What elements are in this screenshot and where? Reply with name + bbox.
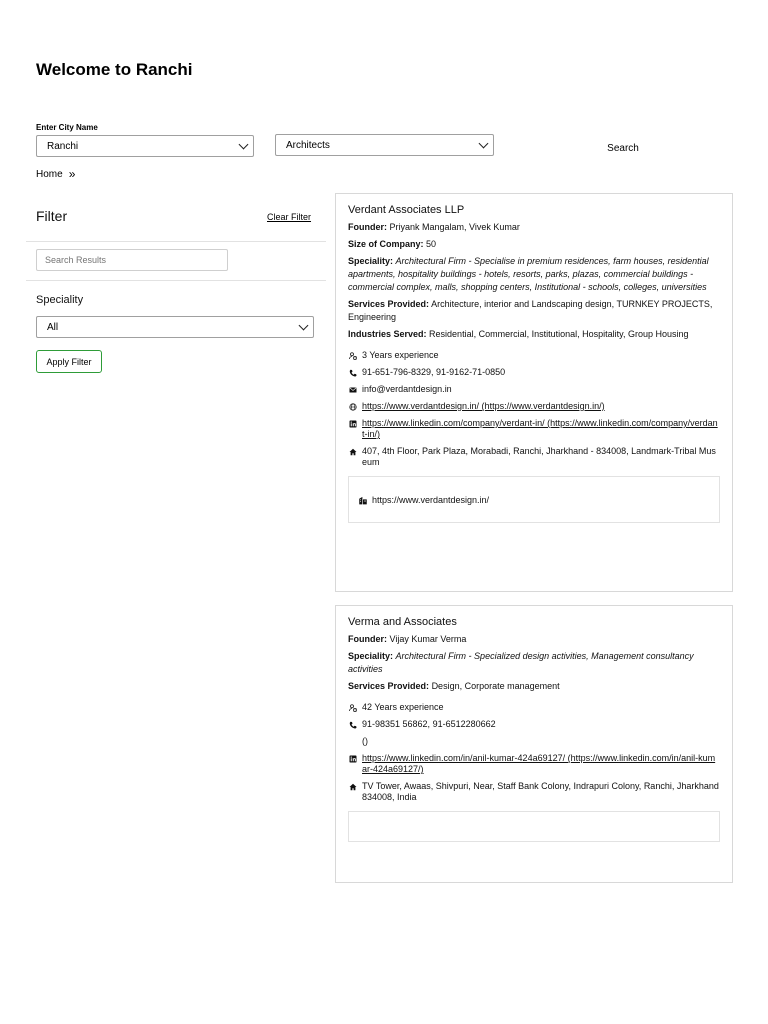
listing-card bbox=[335, 605, 733, 883]
address-text: TV Tower, Awaas, Shivpuri, Near, Staff Bank Colony, Indrapuri Colony, Ranchi, Jharkhand 834008, India bbox=[362, 781, 719, 802]
page-title: Welcome to Ranchi bbox=[36, 60, 193, 79]
filter-title: Filter bbox=[36, 208, 68, 224]
divider bbox=[26, 241, 326, 242]
speciality-label: Speciality bbox=[36, 294, 84, 306]
website-preview-box bbox=[348, 476, 720, 523]
apply-filter-button[interactable]: Apply Filter bbox=[36, 350, 102, 373]
globe-icon bbox=[348, 401, 358, 412]
phone-icon bbox=[348, 719, 358, 730]
phone-row bbox=[348, 719, 720, 730]
category-select[interactable] bbox=[275, 134, 494, 156]
industries-value: Residential, Commercial, Institutional, Hospitality, Group Housing bbox=[429, 329, 689, 339]
linkedin-icon bbox=[348, 753, 358, 764]
founder-label: Founder: bbox=[348, 634, 387, 644]
website-row bbox=[348, 401, 720, 412]
breadcrumb bbox=[36, 167, 75, 181]
industries-field bbox=[348, 328, 720, 341]
listing-card bbox=[335, 193, 733, 592]
address-row bbox=[348, 446, 720, 468]
email-text: () bbox=[362, 736, 368, 746]
linkedin-link[interactable]: https://www.linkedin.com/company/verdant-in/ (https://www.linkedin.com/company/verdant-in/) bbox=[362, 418, 718, 439]
company-size-field bbox=[348, 238, 720, 251]
building-link-icon bbox=[358, 494, 369, 505]
experience-text: 42 Years experience bbox=[362, 702, 444, 712]
phone-text[interactable]: 91-98351 56862, 91-6512280662 bbox=[362, 719, 496, 729]
email-text[interactable]: info@verdantdesign.in bbox=[362, 384, 452, 394]
phone-icon bbox=[348, 367, 358, 378]
founder-field bbox=[348, 633, 720, 646]
website-preview-link[interactable]: https://www.verdantdesign.in/ bbox=[372, 494, 490, 505]
website-link[interactable]: https://www.verdantdesign.in/ (https://www.verdantdesign.in/) bbox=[362, 401, 605, 411]
website-preview-box bbox=[348, 811, 720, 842]
founder-value: Vijay Kumar Verma bbox=[389, 634, 467, 644]
search-button[interactable]: Search bbox=[598, 140, 648, 156]
chevron-down-icon bbox=[479, 138, 489, 148]
speciality-field-label: Speciality: bbox=[348, 256, 394, 266]
speciality-select-value: All bbox=[47, 321, 59, 333]
chevron-down-icon bbox=[239, 139, 249, 149]
home-icon bbox=[348, 446, 358, 457]
breadcrumb-home[interactable]: Home bbox=[36, 168, 63, 180]
address-row bbox=[348, 781, 720, 803]
size-value: 50 bbox=[426, 239, 437, 249]
email-row bbox=[348, 736, 720, 747]
search-results-input[interactable] bbox=[36, 249, 228, 271]
linkedin-row bbox=[348, 418, 720, 440]
city-select-value: Ranchi bbox=[47, 140, 79, 152]
phone-row bbox=[348, 367, 720, 378]
speciality-field bbox=[348, 650, 720, 676]
home-icon bbox=[348, 781, 358, 792]
founder-label: Founder: bbox=[348, 222, 387, 232]
divider bbox=[26, 280, 326, 281]
services-value: Architecture, interior and Landscaping design, TURNKEY PROJECTS, Engineering bbox=[348, 299, 713, 322]
services-label: Services Provided: bbox=[348, 681, 430, 691]
linkedin-row bbox=[348, 753, 720, 775]
email-row bbox=[348, 384, 720, 395]
linkedin-icon bbox=[348, 418, 358, 429]
city-select[interactable] bbox=[36, 135, 254, 157]
services-label: Services Provided: bbox=[348, 299, 430, 309]
clear-filter-link[interactable]: Clear Filter bbox=[267, 212, 312, 222]
services-field bbox=[348, 298, 720, 324]
envelope-icon bbox=[348, 384, 358, 395]
listing-name[interactable]: Verdant Associates LLP bbox=[348, 204, 465, 216]
city-label: Enter City Name bbox=[36, 123, 98, 132]
speciality-field bbox=[348, 255, 720, 294]
linkedin-link[interactable]: https://www.linkedin.com/in/anil-kumar-424a69127/ (https://www.linkedin.com/in/anil-kumar-424a69127/) bbox=[362, 753, 716, 774]
speciality-field-label: Speciality: bbox=[348, 651, 394, 661]
experience-row bbox=[348, 702, 720, 713]
services-value: Design, Corporate management bbox=[431, 681, 560, 691]
experience-row bbox=[348, 350, 720, 361]
chevron-down-icon bbox=[299, 320, 309, 330]
size-label: Size of Company: bbox=[348, 239, 424, 249]
services-field bbox=[348, 680, 720, 693]
speciality-value: Architectural Firm - Specialise in premium residences, farm houses, residential apartments, hospitality buildings - hotels, resorts, parks, plazas, commercial buildings - commercial complex, malls, shopping centers, Institutional - schools, colleges, universities bbox=[348, 256, 709, 292]
industries-label: Industries Served: bbox=[348, 329, 427, 339]
listing-name[interactable]: Verma and Associates bbox=[348, 616, 457, 628]
address-text: 407, 4th Floor, Park Plaza, Morabadi, Ranchi, Jharkhand - 834008, Landmark-Tribal Museum bbox=[362, 446, 716, 467]
founder-value: Priyank Mangalam, Vivek Kumar bbox=[389, 222, 520, 232]
user-clock-icon bbox=[348, 350, 358, 361]
founder-field bbox=[348, 221, 720, 234]
breadcrumb-separator-icon: » bbox=[68, 167, 76, 181]
user-clock-icon bbox=[348, 702, 358, 713]
speciality-value: Architectural Firm - Specialized design activities, Management consultancy activities bbox=[348, 651, 694, 674]
experience-text: 3 Years experience bbox=[362, 350, 439, 360]
speciality-select[interactable] bbox=[36, 316, 314, 338]
category-select-value: Architects bbox=[286, 139, 330, 151]
phone-text[interactable]: 91-651-796-8329, 91-9162-71-0850 bbox=[362, 367, 506, 377]
